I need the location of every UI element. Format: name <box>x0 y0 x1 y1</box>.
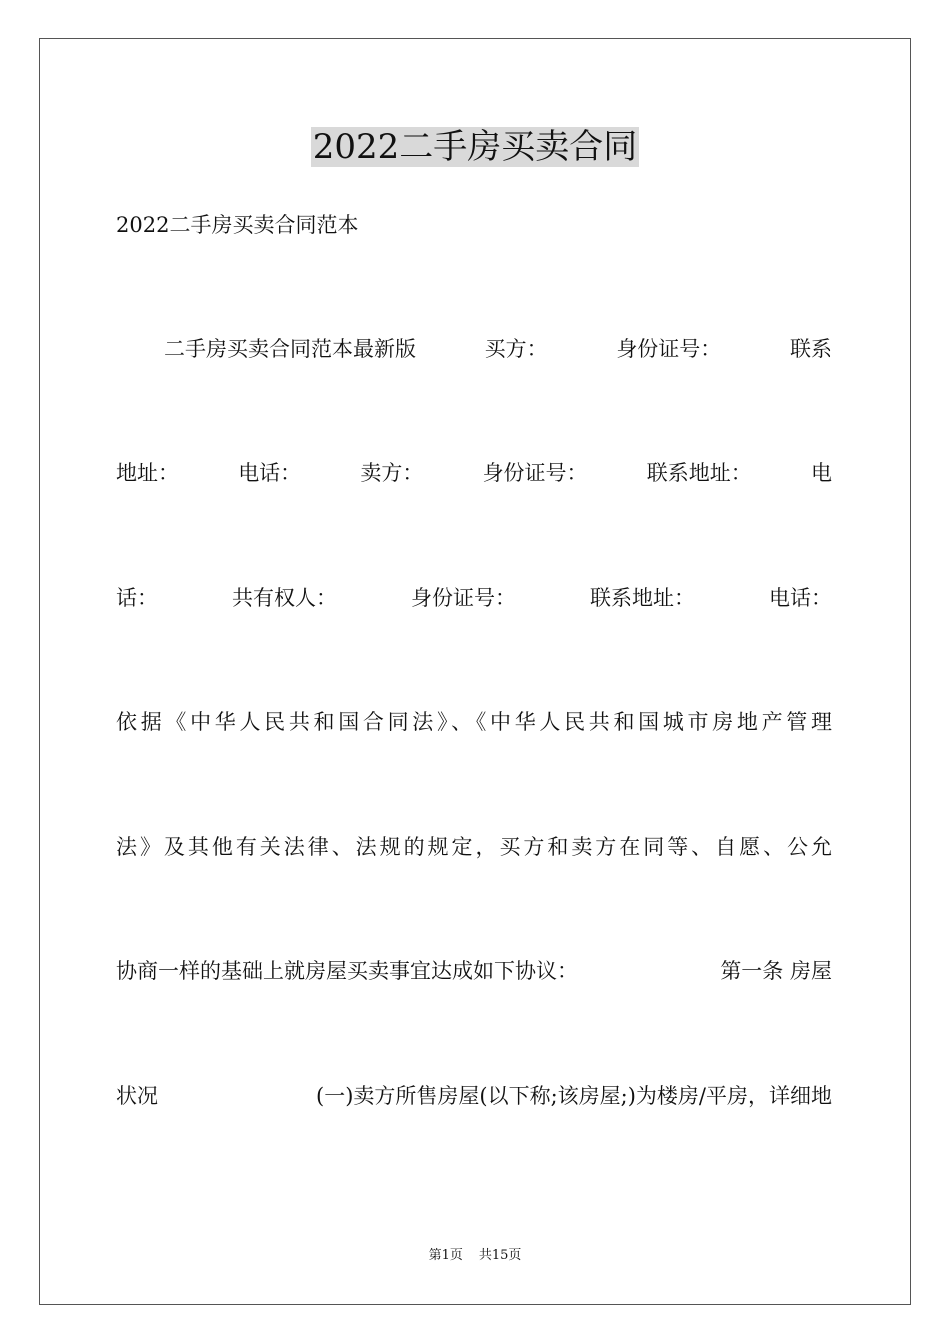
body-text-segment: 地址： <box>116 461 179 485</box>
page-total: 共15页 <box>478 1248 522 1263</box>
body-text-segment: 话： <box>116 586 158 610</box>
document-title-text: 2022二手房买卖合同 <box>312 127 638 167</box>
body-line-4: 依据《中华人民共和国合同法》、《中华人民共和国城市房地产管理 <box>116 710 832 734</box>
body-line-5: 法》及其他有关法律、法规的规定，买方和卖方在同等、自愿、公允 <box>116 835 832 859</box>
body-line-7 <box>116 1078 832 1114</box>
body-text-segment: 联系地址： <box>590 586 695 610</box>
body-text-segment: 协商一样的基础上就房屋买卖事宜达成如下协议： <box>116 959 578 983</box>
document-title <box>0 122 950 172</box>
body-text-segment: 身份证号： <box>482 461 588 485</box>
body-text-segment: 身份证号： <box>616 337 722 361</box>
body-text-segment: 状况 <box>116 1084 158 1108</box>
body-text-segment: 身份证号： <box>411 586 516 610</box>
body-text-segment: 二手房买卖合同范本最新版 <box>164 337 416 361</box>
body-text-segment: 共有权人： <box>232 586 337 610</box>
body-text-segment: 联系 <box>789 337 832 361</box>
body-text-segment: 电话： <box>769 586 832 610</box>
body-line-6 <box>116 953 832 989</box>
document-subtitle: 2022二手房买卖合同范本 <box>116 213 359 237</box>
page-footer <box>0 1246 950 1266</box>
body-text-segment: 联系地址： <box>646 461 752 485</box>
body-text-segment: 第一条 房屋 <box>720 959 832 983</box>
body-text-segment: (一)卖方所售房屋(以下称;该房屋;)为楼房/平房，详细地 <box>316 1084 832 1108</box>
body-line-3 <box>116 580 832 616</box>
body-text-segment: 卖方： <box>360 461 424 485</box>
body-text-segment: 买方： <box>484 337 548 361</box>
page-number: 第1页 <box>428 1248 463 1263</box>
body-line-1 <box>116 331 832 367</box>
body-text-segment: 电 <box>810 461 832 485</box>
body-line-2 <box>116 455 832 491</box>
body-text-segment: 电话： <box>238 461 302 485</box>
